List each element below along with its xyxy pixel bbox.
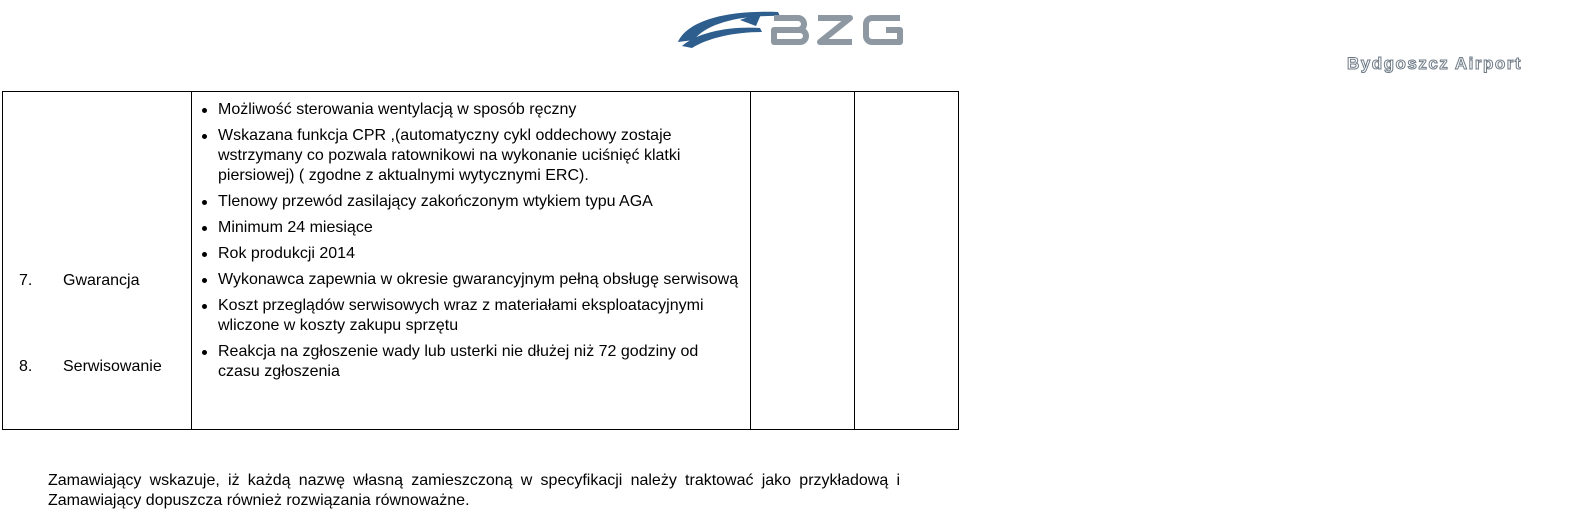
bzg-logo-graphic bbox=[668, 2, 908, 72]
logo-brand-text: BZG bbox=[668, 2, 671, 3]
list-item: Tlenowy przewód zasilający zakończonym wtykiem typu AGA bbox=[196, 192, 742, 212]
footer-note: Zamawiający wskazuje, iż każdą nazwę własną zamieszczoną w specyfikacji należy traktować jako przykładową i Zamawiający dopuszcza również rozwiązania równoważne. bbox=[48, 472, 900, 509]
bzg-airport-logo bbox=[668, 2, 1523, 73]
logo-subtitle: Bydgoszcz Airport bbox=[1347, 54, 1523, 73]
list-item: Wskazana funkcja CPR ,(automatyczny cykl oddechowy zostaje wstrzymany co pozwala ratownikowi na wykonanie uciśnięć klatki piersiowej) ( zgodne z aktualnymi wytycznymi ERC). bbox=[196, 126, 742, 186]
row-number: 7. bbox=[19, 272, 33, 289]
list-item: Minimum 24 miesiące bbox=[196, 218, 742, 238]
row-title: Gwarancja bbox=[63, 272, 140, 289]
list-item: Rok produkcji 2014 bbox=[196, 244, 742, 264]
requirements-list bbox=[192, 92, 750, 382]
list-item: Koszt przeglądów serwisowych wraz z materiałami eksploatacyjnymi wliczone w koszty zakupu sprzętu bbox=[196, 296, 742, 336]
empty-cell bbox=[855, 92, 959, 430]
empty-cell bbox=[751, 92, 855, 430]
row-title: Serwisowanie bbox=[63, 358, 162, 375]
row-label-serwisowanie bbox=[19, 357, 162, 377]
list-item: Reakcja na zgłoszenie wady lub usterki nie dłużej niż 72 godziny od czasu zgłoszenia bbox=[196, 342, 742, 382]
requirements-cell bbox=[192, 92, 751, 430]
list-item: Możliwość sterowania wentylacją w sposób ręczny bbox=[196, 100, 742, 120]
list-item: Wykonawca zapewnia w okresie gwarancyjnym pełną obsługę serwisową bbox=[196, 270, 742, 290]
specification-table bbox=[2, 91, 959, 430]
row-labels-cell bbox=[3, 92, 192, 430]
row-label-gwarancja bbox=[19, 271, 139, 291]
row-number: 8. bbox=[19, 358, 33, 375]
table-row bbox=[3, 92, 959, 430]
